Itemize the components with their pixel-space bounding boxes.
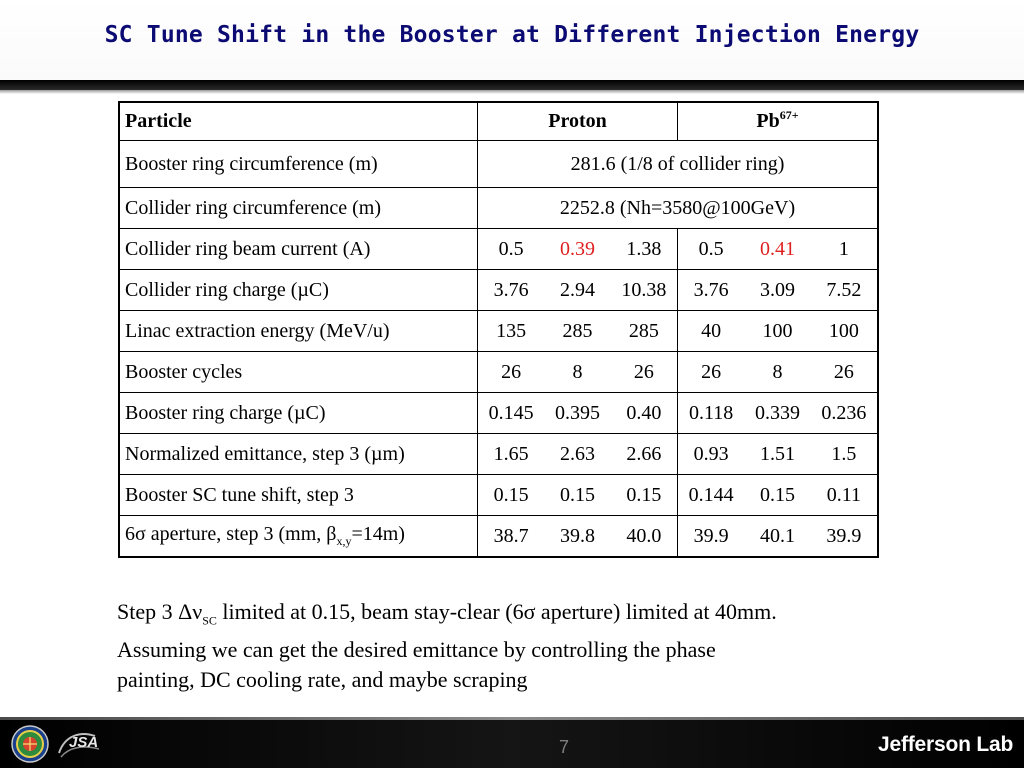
slide-title: SC Tune Shift in the Booster at Different Injection Energy xyxy=(104,22,920,48)
row-label: Booster SC tune shift, step 3 xyxy=(119,475,478,516)
row-label: Collider ring beam current (A) xyxy=(119,229,478,270)
row-label: Collider ring circumference (m) xyxy=(119,188,478,229)
pb-values xyxy=(678,516,879,558)
value-cell: 0.15 xyxy=(559,483,595,506)
value-cell: 3.09 xyxy=(759,278,795,301)
note-prefix: Step 3 Δν xyxy=(117,599,203,624)
note-line-2: Assuming we can get the desired emittance by controlling the phase xyxy=(117,637,716,663)
jefferson-lab-logo: Jefferson Lab xyxy=(878,733,1014,756)
value-cell: 7.52 xyxy=(826,278,862,301)
pb-values xyxy=(678,393,879,434)
table-row xyxy=(119,516,878,558)
note-suffix: limited at 0.15, beam stay-clear (6σ aperture) limited at 40mm. xyxy=(216,599,777,624)
value-cell: 0.395 xyxy=(554,401,600,424)
value-cell-highlight: 0.39 xyxy=(559,237,595,260)
table-row xyxy=(119,393,878,434)
value-cell: 0.145 xyxy=(488,401,534,424)
pb-values xyxy=(678,229,879,270)
value-cell: 39.9 xyxy=(826,524,862,547)
header-pb-base: Pb xyxy=(756,110,780,132)
row-label: Booster ring circumference (m) xyxy=(119,141,478,188)
jsa-logo xyxy=(55,727,111,761)
value-cell: 0.5 xyxy=(698,237,724,260)
collider-circumference-value: 2252.8 (Nh=3580@100GeV) xyxy=(478,188,879,229)
title-divider-bar xyxy=(0,80,1024,90)
value-cell: 0.11 xyxy=(826,483,861,506)
value-cell: 2.63 xyxy=(559,442,595,465)
doe-seal-logo xyxy=(11,725,49,763)
proton-values xyxy=(478,270,678,311)
value-cell: 285 xyxy=(562,319,593,342)
table-row xyxy=(119,434,878,475)
row-label: Booster cycles xyxy=(119,352,478,393)
proton-values xyxy=(478,434,678,475)
row-label: Normalized emittance, step 3 (µm) xyxy=(119,434,478,475)
value-cell: 26 xyxy=(501,360,522,383)
value-cell-highlight: 0.41 xyxy=(759,237,795,260)
value-cell: 39.8 xyxy=(559,524,595,547)
value-cell: 0.236 xyxy=(821,401,867,424)
value-cell: 285 xyxy=(628,319,659,342)
pb-values xyxy=(678,270,879,311)
value-cell: 8 xyxy=(772,360,783,383)
value-cell: 0.15 xyxy=(759,483,795,506)
note-line-3: painting, DC cooling rate, and maybe scraping xyxy=(117,667,528,693)
jsa-logo-text: JSA xyxy=(69,734,99,751)
proton-values xyxy=(478,229,678,270)
pb-values xyxy=(678,352,879,393)
table-row xyxy=(119,188,878,229)
aperture-label-prefix: 6σ aperture, step 3 (mm, β xyxy=(125,523,337,545)
value-cell: 26 xyxy=(833,360,854,383)
pb-values xyxy=(678,475,879,516)
header-pb xyxy=(678,102,879,141)
value-cell: 1 xyxy=(838,237,849,260)
value-cell: 26 xyxy=(701,360,722,383)
value-cell: 39.9 xyxy=(693,524,729,547)
table-row xyxy=(119,270,878,311)
note-sub: SC xyxy=(202,613,217,628)
table-header-row xyxy=(119,102,878,141)
value-cell: 40.0 xyxy=(626,524,662,547)
title-divider-shadow xyxy=(0,90,1024,94)
value-cell: 0.40 xyxy=(626,401,662,424)
parameter-table xyxy=(118,101,879,558)
table-row xyxy=(119,141,878,188)
value-cell: 0.144 xyxy=(688,483,734,506)
value-cell: 100 xyxy=(762,319,793,342)
page-number: 7 xyxy=(558,737,569,757)
value-cell: 100 xyxy=(828,319,859,342)
value-cell: 3.76 xyxy=(693,278,729,301)
value-cell: 1.51 xyxy=(759,442,795,465)
value-cell: 0.339 xyxy=(754,401,800,424)
value-cell: 0.93 xyxy=(693,442,729,465)
value-cell: 1.38 xyxy=(626,237,662,260)
value-cell: 0.15 xyxy=(626,483,662,506)
table-row xyxy=(119,229,878,270)
row-label: Linac extraction energy (MeV/u) xyxy=(119,311,478,352)
value-cell: 40 xyxy=(701,319,722,342)
value-cell: 8 xyxy=(572,360,583,383)
value-cell: 40.1 xyxy=(759,524,795,547)
header-proton: Proton xyxy=(478,102,678,141)
value-cell: 10.38 xyxy=(621,278,667,301)
value-cell: 2.66 xyxy=(626,442,662,465)
row-label xyxy=(119,516,478,558)
proton-values xyxy=(478,352,678,393)
table-row xyxy=(119,475,878,516)
aperture-label-suffix: =14m) xyxy=(351,523,405,545)
summary-note xyxy=(117,597,917,695)
value-cell: 2.94 xyxy=(559,278,595,301)
pb-values xyxy=(678,311,879,352)
proton-values xyxy=(478,475,678,516)
proton-values xyxy=(478,393,678,434)
value-cell: 135 xyxy=(496,319,527,342)
table-row xyxy=(119,311,878,352)
proton-values xyxy=(478,516,678,558)
note-line-1 xyxy=(117,597,917,635)
footer-bar xyxy=(0,720,1024,768)
pb-values xyxy=(678,434,879,475)
value-cell: 38.7 xyxy=(493,524,529,547)
value-cell: 0.15 xyxy=(493,483,529,506)
row-label: Booster ring charge (µC) xyxy=(119,393,478,434)
value-cell: 0.118 xyxy=(689,401,734,424)
value-cell: 0.5 xyxy=(498,237,524,260)
aperture-label-sub: x,y xyxy=(336,534,352,548)
booster-circumference-value: 281.6 (1/8 of collider ring) xyxy=(478,141,879,188)
header-pb-charge: 67+ xyxy=(779,108,799,122)
value-cell: 1.5 xyxy=(831,442,857,465)
proton-values xyxy=(478,311,678,352)
value-cell: 3.76 xyxy=(493,278,529,301)
table-row xyxy=(119,352,878,393)
value-cell: 26 xyxy=(633,360,654,383)
row-label: Collider ring charge (µC) xyxy=(119,270,478,311)
header-particle: Particle xyxy=(119,102,478,141)
value-cell: 1.65 xyxy=(493,442,529,465)
